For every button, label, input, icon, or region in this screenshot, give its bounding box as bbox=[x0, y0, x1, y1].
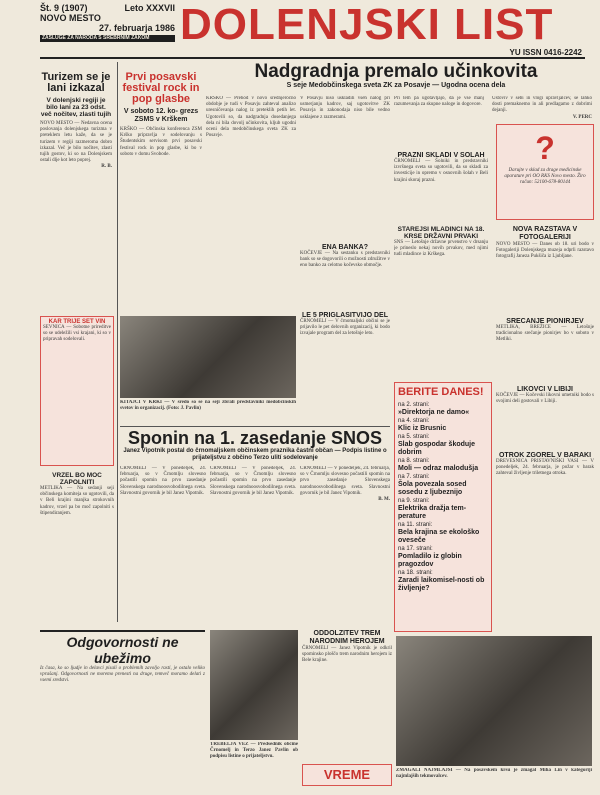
odgovornost-article bbox=[40, 630, 205, 790]
sole-text: ČRNOMELJ — Šolniki in predstavniki izvršnega sveta so ugotovili, da so skladi za investicije in opremo v osnovnih šolah v Beli krajini skoraj prazni. bbox=[394, 159, 488, 183]
banka-title: ENA BANKA? bbox=[321, 244, 369, 251]
snos-col2 bbox=[210, 466, 296, 616]
berite-item-page: na 9. strani: bbox=[398, 498, 430, 504]
photo-caption bbox=[120, 400, 296, 420]
issue-info bbox=[40, 3, 175, 42]
berite-item bbox=[398, 545, 488, 569]
razstava-title: NOVA RAZSTAVA V FOTOGALERIJI bbox=[512, 226, 578, 241]
berite-item bbox=[398, 473, 488, 497]
zmagali-caption-text: ZMAGALI NAJMLAJŠI — Na posavskem krsu je zmagal Miha Lin v kategoriji najmlajših tekmovalcev. bbox=[396, 768, 592, 780]
tourism-lead: V dolenjski regiji je bilo lani za 23 odst. več nočitev, zlasti tujih bbox=[40, 97, 112, 118]
main-column3: Pri tem pa ugotavljajo, da je vse manj razumevanja za skupne naloge in dogovore. bbox=[394, 96, 484, 108]
snos-text-2: ČRNOMELJ — V ponedeljek, 24. februarja, so v Črnomlju slovesno počastili spomin na prvo zasedanje Slovenskega narodnoosvobodilnega sveta. Slavnostni govornik je bil Janez Vipotnik. bbox=[210, 466, 296, 496]
donation-box bbox=[496, 124, 594, 220]
festival-lead: V soboto 12. ko- grezs ZSMS v Krškem bbox=[123, 108, 199, 123]
likovci-article bbox=[496, 386, 594, 448]
tourism-text: NOVO MESTO — Nedavna ocena poslovanja dolenjskega turizma v preteklem letu kaže, da se je turizem v regiji razmeroma dobro izkazal. Več je bilo nočitev, zlasti tujih gostov, ki so na Dolenjskem ostali dlje kot leto poprej. bbox=[40, 121, 112, 164]
masthead bbox=[0, 0, 600, 58]
vreme-label: VREME bbox=[323, 767, 371, 782]
photo-caption-text: KITAJCI V KRKI — V sredo so se na seji zbrali predstavniki medobčinskih svetov in organizacij. (Foto: J. Pavlin) bbox=[120, 400, 296, 412]
berite-item-page: na 5. strani: bbox=[398, 434, 430, 440]
masthead-rule bbox=[40, 57, 585, 59]
otrok-text: DREVESNICA PRISTAVNIŠKI VASI — V ponedeljek, 24. februarja, je požar v barak zahteval življenje triletnega otroka. bbox=[496, 459, 594, 477]
berite-item bbox=[398, 521, 488, 545]
issn: YU ISSN 0416-2242 bbox=[509, 48, 582, 57]
berite-item-page: na 2. strani: bbox=[398, 402, 430, 408]
prvak-text: SNS — Letošnje državne prvenstvo v drsanju je prineslo nekaj novih prvakov, med njimi tudi mladince iz Krškega. bbox=[394, 240, 488, 258]
otrok-title: OTROK ZGOREL V BARAKI bbox=[498, 452, 592, 459]
berite-danes-box bbox=[394, 382, 492, 632]
motto: ZASLUGE ZA NARODA S SREBRNIM ZAKOM bbox=[40, 35, 175, 42]
issue-number: Št. 9 (1907) bbox=[40, 3, 88, 13]
newspaper-title: DOLENJSKI LIST bbox=[180, 0, 554, 49]
berite-item-text: »Direktorja ne damo« bbox=[398, 409, 470, 416]
berite-item bbox=[398, 401, 488, 417]
tourism-title: Turizem se je lani izkazal bbox=[41, 72, 111, 94]
issue-date: 27. februarja 1986 bbox=[98, 23, 175, 33]
berite-item-text: Klic iz Brusnic bbox=[398, 425, 447, 432]
berite-item-text: Bela krajina se ekološko oveseče bbox=[398, 529, 480, 544]
issue-place: NOVO MESTO bbox=[40, 13, 101, 23]
berite-item bbox=[398, 433, 488, 457]
snos-sign: B. M. bbox=[378, 497, 390, 503]
berite-item bbox=[398, 457, 488, 473]
berite-item-text: Šola povezala sosed sosedu z ljubeznijo bbox=[398, 481, 467, 496]
main-headline bbox=[206, 62, 586, 92]
vrzel-article bbox=[40, 472, 114, 617]
berite-item-text: Zaradi laikomisel-nosti ob življenje? bbox=[398, 577, 485, 592]
berite-item-page: na 7. strani: bbox=[398, 474, 430, 480]
main-text-col1 bbox=[206, 96, 296, 306]
banka-text: KOČEVJE — Na sestanku s predstavniki bank so se dogovorili o možnosti združitve v eno banko za celotno kočevsko območje. bbox=[300, 251, 390, 269]
main-subtitle: S seje Medobčinskega sveta ZK za Posavje — Ugodna ocena dela bbox=[286, 82, 506, 89]
berite-list bbox=[398, 401, 488, 593]
vrzel-text: METLIKA — Na sedanji seji občinskega komiteja so ugotovili, da v Beli krajini manjka strokovnih kadrov, vrzel pa bo moč zapolniti s štipendiranjem. bbox=[40, 486, 114, 516]
berite-item-page: na 17. strani: bbox=[398, 546, 433, 552]
berite-item-page: na 8. strani: bbox=[398, 458, 430, 464]
odgovornost-text: Iz časa, ko so ljudje in delavci pisali o problemih zavoljo rasti, je ostalo veliko vprašanj. Odgovornosti ne moremo prenesti na druge, temveč moramo delati z vsemi sredstvi. bbox=[40, 666, 205, 684]
odgovornost-title: Odgovornosti ne ubežimo bbox=[66, 634, 179, 666]
snos-lead: Janez Vipotnik postal do črnomaljskem občinskem praznika častni občan — Podpis listine o prijateljstvu z občino Terzo ulití sodelovanje bbox=[123, 448, 387, 461]
berite-item-text: Slab gospodar škoduje dobrim bbox=[398, 441, 476, 456]
karting-article bbox=[40, 316, 114, 466]
priglasitev-title: LE 5 PRIGLASITVIJO DEL bbox=[302, 312, 388, 319]
festival-title: Prvi posavski festival rock in pop glasbe bbox=[122, 72, 200, 105]
heroji-text: ČRNOMELJ — Janez Vipotnik je odkril spominsko ploščo trem narodnim herojem iz Bele krajine. bbox=[302, 646, 392, 664]
razstava-article bbox=[496, 226, 594, 316]
sole-title: PRAZNI SKLADI V ŠOLAH bbox=[397, 152, 485, 159]
berite-title: BERITE DANES! bbox=[398, 386, 484, 398]
likovci-title: LIKOVCI V LIBIJI bbox=[516, 386, 573, 393]
sole-article bbox=[394, 152, 488, 220]
festival-text: KRŠKO — Občinska konferenca ZSM Krško pripravlja v sodelovanju s Študentskim servisom prvi posavski festival rock in pop glasbe, ki bo v soboto v domu Svobode. bbox=[120, 127, 202, 157]
trebelje-caption-text: TREBELJA VEZ — Predsednik občine Črnomelj in Terzo Janez Pavlin ob podpisu listine o prijateljstvu. bbox=[210, 742, 298, 760]
main-text: KRŠKO — Prehod v novo srednjeročno obdobje je tudi v Posavju zahteval analizo uresničevanja nalog iz preteklih petih let. Ugotovili so, da nadgradnja dosedanjega dela ni bila dovolj učinkovita, kljub ugodni oceni dela medobčinskega sveta ZK za Posavje. bbox=[206, 96, 296, 139]
heroji-article bbox=[302, 630, 392, 760]
issue-year: Leto XXXVII bbox=[124, 3, 175, 13]
trebelje-photo bbox=[210, 630, 298, 740]
meeting-photo bbox=[120, 316, 296, 398]
banka-article bbox=[300, 244, 390, 306]
berite-item-page: na 18. strani: bbox=[398, 570, 433, 576]
pionirji-title: SREČANJE PIONIRJEV bbox=[506, 318, 584, 325]
snos-text-3: ČRNOMELJ — V ponedeljek, 24. februarja, so v Črnomlju slovesno počastili spomin na prvo zasedanje Slovenskega narodnoosvobodilnega sveta. Slavnostni govornik je bil Janez Vipotnik. bbox=[300, 466, 390, 496]
otrok-article bbox=[496, 452, 594, 622]
poem-text: Ustoviv v sebi in vlogi upravljalcev, se lahko dosti premaknemo in ali predlagamo z dobrimi dejanji. bbox=[492, 96, 592, 114]
karting-title: KAR TRIJE SET VIN bbox=[48, 319, 106, 325]
berite-item-text: Pomladilo iz globin pragozdov bbox=[398, 553, 462, 568]
festival-article bbox=[120, 72, 202, 312]
question-mark-icon: ? bbox=[535, 130, 555, 166]
heroji-title: ODDOLŽITEV TREM NARODNIM HEROJEM bbox=[309, 630, 385, 645]
trebelje-caption bbox=[210, 742, 298, 792]
snos-text: ČRNOMELJ — V ponedeljek, 24. februarja, so v Črnomlju slovesno počastili spomin na prvo zasedanje Slovenskega narodnoosvobodilnega sveta. Slavnostni govornik je bil Janez Vipotnik. bbox=[120, 466, 206, 496]
zmagali-photo bbox=[396, 636, 592, 766]
vreme-box bbox=[302, 764, 392, 786]
berite-item-page: na 11. strani: bbox=[398, 522, 433, 528]
razstava-text: NOVO MESTO — Danes ob 18. uri bodo v Fotogaleriji Dolenjskega muzeja odprli razstavo fotografij Janeza Pukšiča iz Ljubljane. bbox=[496, 242, 594, 260]
zmagali-caption bbox=[396, 768, 592, 792]
berite-item-text: Moli — odraz malodušja bbox=[398, 465, 479, 472]
tourism-article bbox=[40, 72, 112, 302]
pionirji-text: METLIKA, BREŽICE — Letošnje tradicionalno srečanje pionirjev bo v soboto v Metliki. bbox=[496, 325, 594, 343]
donation-text: Darujte v sklad za drage medicinske aparature pri OO RKS Novo mesto. Žiro račun: 52100-678-80144 bbox=[504, 168, 586, 186]
main-title: Nadgradnja premalo učinkovita bbox=[254, 62, 538, 82]
snos-headline bbox=[120, 428, 390, 462]
berite-item bbox=[398, 569, 488, 593]
poem-sign: V. PERC bbox=[572, 114, 592, 120]
snos-col1 bbox=[120, 466, 206, 616]
priglasitev-article bbox=[300, 312, 390, 422]
berite-item-text: Elektrika dražja tem-perature bbox=[398, 505, 467, 520]
berite-item-page: na 4. strani: bbox=[398, 418, 430, 424]
priglasitev-text: ČRNOMELJ — V črnomaljski občini se je prijavilo le pet delovnih organizacij, ki bodo izvajale program del za letošnje leto. bbox=[300, 319, 390, 337]
prvak-title: STAREJŠI MLADINCI NA 18. KRSE DRŽAVNI PRVAKI bbox=[397, 226, 485, 240]
pionirji-article bbox=[496, 318, 594, 382]
likovci-text: KOČEVJE — Kočevski likovni umetniki bodo s svojimi deli gostovali v Libiji. bbox=[496, 393, 594, 405]
berite-item bbox=[398, 417, 488, 433]
divider bbox=[120, 426, 390, 427]
snos-title: Sponin na 1. zasedanje SNOS bbox=[127, 428, 383, 448]
tourism-sign: R. B. bbox=[101, 164, 112, 170]
main-column2: V Posavju niso uskladili vseh nalog pri usmerjanju kadrov, saj ugotovitve ZK Posavja in zakonodaja niso bile vedno usklajene z razmerami. bbox=[300, 96, 390, 120]
snos-col3 bbox=[300, 466, 390, 616]
berite-item bbox=[398, 497, 488, 521]
prvak-article bbox=[394, 226, 488, 306]
karting-text: SEVNICA — Sobotne prireditve so se udeležili vsi krajani, ki so v pripravah sodelovali. bbox=[43, 325, 111, 343]
column-divider bbox=[117, 62, 118, 622]
vrzel-title: VRZEL BO MOČ ZAPOLNITI bbox=[52, 472, 102, 486]
